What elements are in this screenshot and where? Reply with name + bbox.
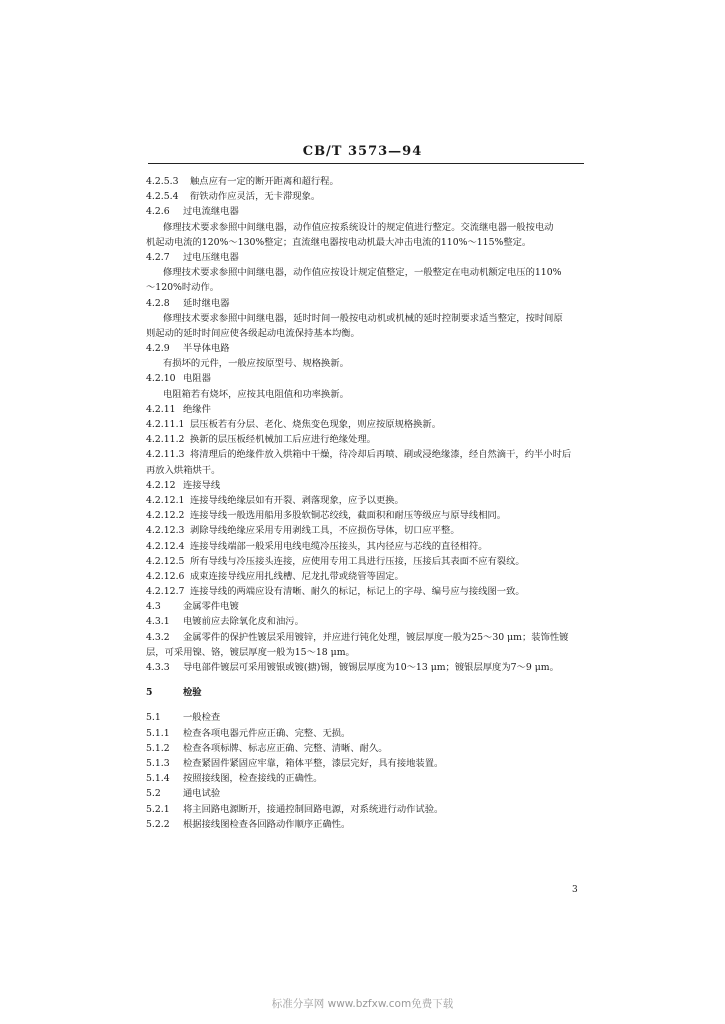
clause-number: 5.1.2 [146,742,170,754]
clause-number: 4.2.11 [146,403,176,415]
clause-text: 延时继电器 [183,297,230,309]
clauses-section-5 [146,710,576,832]
text-line [146,599,576,614]
clause-number: 4.2.12.1 [146,494,185,506]
document-body [146,174,576,832]
clause-text: 绝缘件 [183,403,211,415]
text-line [146,417,576,432]
text-line [146,235,576,250]
clause-text: 剥除导线绝缘应采用专用剥线工具，不应损伤导体，切口应平整。 [190,525,460,537]
text-line [146,630,576,645]
clause-text: 机起动电流的120%～130%整定；直流继电器按电动机最大冲击电流的110%～115%整定。 [146,236,532,248]
text-line [146,189,576,204]
clause-text: 金属零件电镀 [183,601,239,613]
text-line [146,387,576,402]
text-line [146,584,576,599]
text-line [146,569,576,584]
clause-text: 按照接线图，检查接线的正确性。 [183,773,323,785]
clause-number: 4.2.12.3 [146,525,185,537]
clause-number: 5.1.1 [146,727,170,739]
clause-number: 4.3 [146,601,161,613]
clause-text: 修理技术要求参照中间继电器，动作值应按设计规定值整定，一般整定在电动机额定电压的110% [163,267,562,279]
clause-number: 4.2.11.2 [146,434,185,446]
text-line [146,326,576,341]
clause-text: 连接导线的两端应设有清晰、耐久的标记，标记上的字母、编号应与接线图一致。 [190,586,525,598]
clause-text: 再放入烘箱烘干。 [146,464,221,476]
text-line [146,280,576,295]
clause-text: 半导体电路 [183,343,230,355]
clause-number: 4.2.12.5 [146,555,185,567]
clause-number: 4.2.12.6 [146,570,185,582]
text-line [146,478,576,493]
clause-text: 电阻箱若有烧坏，应按其电阻值和功率换新。 [163,388,349,400]
clause-text: 连接导线端部一般采用电线电缆冷压接头，其内径应与芯线的直径相符。 [190,540,488,552]
clause-text: 连接导线 [183,479,221,491]
clause-text: 电镀前应去除氧化皮和油污。 [183,616,304,628]
clause-text: 过电流继电器 [183,206,239,218]
text-line [146,402,576,417]
clause-text: 检查各项电器元件应正确、完整、无损。 [183,727,351,739]
text-line [146,341,576,356]
text-line [146,250,576,265]
footer-watermark: 标准分享网 www.bzfxw.com免费下载 [271,998,454,1010]
text-line [146,220,576,235]
clause-text: 连接导线绝缘层如有开裂、剥落现象，应予以更换。 [190,494,404,506]
clause-text: 根据接线图检查各回路动作顺序正确性。 [183,818,351,830]
text-line [146,726,576,741]
text-line [146,645,576,660]
clause-number: 4.2.8 [146,297,170,309]
text-line [146,741,576,756]
clause-text: ～120%时动作。 [146,282,220,294]
clause-number: 4.2.11.3 [146,449,185,461]
text-line [146,296,576,311]
clause-number: 5.2 [146,788,161,800]
clause-text: 触点应有一定的断开距离和超行程。 [190,176,339,187]
text-line [146,174,576,189]
section-title: 检验 [183,687,202,699]
clause-text: 通电试验 [183,788,221,800]
clauses-section-4 [146,174,576,675]
text-line [146,817,576,832]
page-number: 3 [572,885,578,895]
text-line [146,204,576,219]
section-heading [146,685,576,700]
clause-number: 4.2.5.3 [146,176,179,187]
clause-number: 4.2.5.4 [146,191,179,203]
clause-number: 4.2.6 [146,206,170,218]
clause-text: 有损坏的元件，一般应按原型号、规格换新。 [163,358,349,370]
text-line [146,660,576,675]
clause-text: 过电压继电器 [183,251,239,263]
text-line [146,710,576,725]
clause-number: 5.2.2 [146,818,170,830]
text-line [146,447,576,462]
clause-number: 4.2.12.4 [146,540,185,552]
text-line [146,802,576,817]
header-rule [148,163,584,164]
text-line [146,432,576,447]
clause-number: 4.2.12.7 [146,586,185,598]
clause-number: 4.3.2 [146,631,170,643]
clause-text: 层，可采用镍、铬，镀层厚度一般为15～18 μm。 [146,646,355,658]
clause-number: 4.2.10 [146,373,176,385]
clause-text: 成束连接导线应用扎线槽、尼龙扎带或绕管等固定。 [190,570,404,582]
clause-text: 修理技术要求参照中间继电器，延时时间一般按电动机或机械的延时控制要求适当整定，按时间原 [163,312,563,324]
text-line [146,311,576,326]
clause-text: 检查各项标牌、标志应正确、完整、清晰、耐久。 [183,742,388,754]
text-line [146,756,576,771]
text-line [146,523,576,538]
clause-number: 4.2.7 [146,251,170,263]
clause-text: 所有导线与冷压接头连接，应使用专用工具进行压接，压接后其表面不应有裂纹。 [190,555,525,567]
clause-number: 4.2.12.2 [146,510,185,522]
text-line [146,265,576,280]
clause-text: 金属零件的保护性镀层采用镀锌，并应进行钝化处理，镀层厚度一般为25～30 μm；装饰性镀 [183,631,569,643]
section-gap [146,675,576,685]
clause-text: 层压板若有分层、老化、烧焦变色现象，则应按原规格换新。 [190,419,442,430]
text-line [146,554,576,569]
text-line [146,371,576,386]
text-line [146,356,576,371]
text-line [146,493,576,508]
text-line [146,614,576,629]
clause-number: 4.3.3 [146,662,170,673]
clause-number: 4.2.9 [146,343,170,355]
section-gap [146,700,576,710]
clause-text: 将主回路电源断开，接通控制回路电源，对系统进行动作试验。 [183,803,444,815]
clause-number: 4.2.12 [146,479,176,491]
clause-text: 修理技术要求参照中间继电器，动作值应按系统设计的规定值进行整定。交流继电器一般按电动 [163,221,554,233]
clause-text: 导电部件镀层可采用镀银或镀(搪)锡，镀锡层厚度为10～13 μm；镀银层厚度为7～9 μm。 [183,662,559,673]
clause-number: 5.1.3 [146,757,170,769]
clause-text: 换新的层压板经机械加工后应进行绝缘处理。 [190,434,376,446]
clause-number: 4.3.1 [146,616,170,628]
text-line [146,786,576,801]
clause-number: 5.1 [146,712,161,724]
clause-number: 5.2.1 [146,803,170,815]
clause-number: 5.1.4 [146,773,170,785]
text-line [146,463,576,478]
standard-code-header: CB/T 3573—94 [302,144,423,159]
clause-text: 一般检查 [183,712,221,724]
text-line [146,539,576,554]
section-number: 5 [146,687,153,699]
clause-text: 将清理后的绝缘件放入烘箱中干燥，待冷却后再喷、刷或浸绝缘漆，经自然滴干，约半小时后 [190,449,572,461]
clause-text: 电阻器 [183,373,211,385]
text-line [146,508,576,523]
clause-text: 衔铁动作应灵活，无卡滞现象。 [190,191,321,203]
clause-text: 则起动的延时时间应使各级起动电流保持基本均衡。 [146,327,360,339]
clause-text: 连接导线一般选用船用多股软铜芯绞线，截面积和耐压等级应与原导线相同。 [190,510,507,522]
clause-text: 检查紧固件紧固应牢靠，箱体平整，漆层完好，具有接地装置。 [183,757,444,769]
clause-number: 4.2.11.1 [146,419,185,430]
text-line [146,771,576,786]
